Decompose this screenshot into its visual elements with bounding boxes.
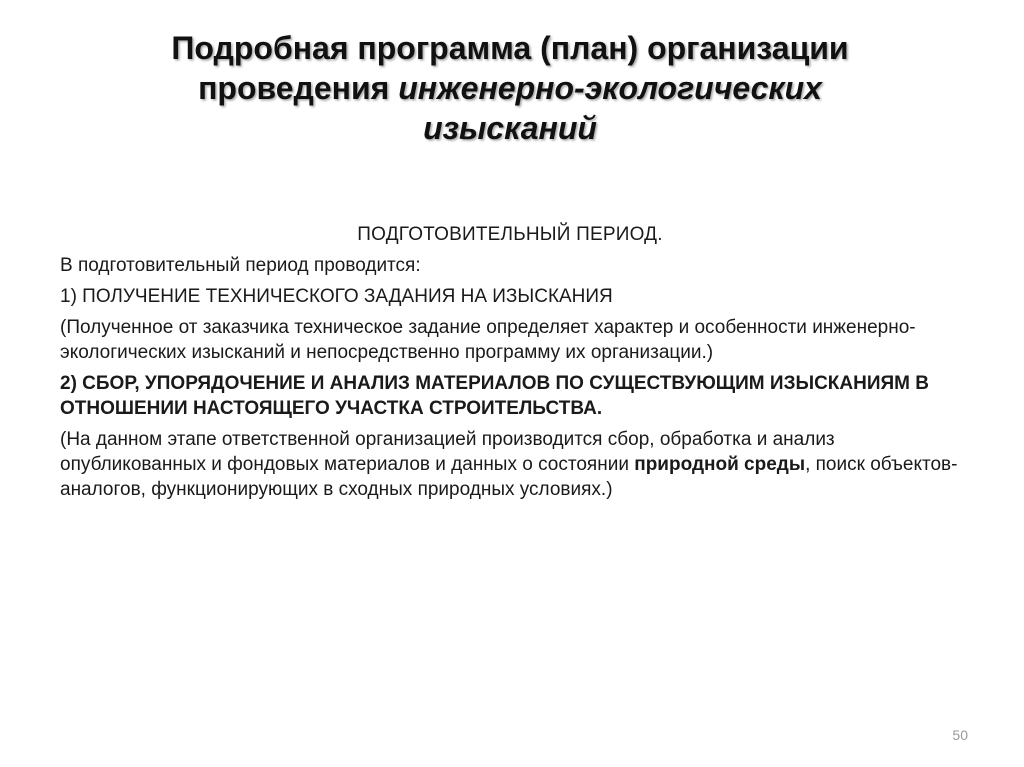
intro-text: В подготовительный период проводится: <box>60 255 421 276</box>
item-2-text-part-1: (На данном этапе ответственной организацией производится сбор, обработка и анализ опубликованных и фондовых материалов и данных о состоянии <box>60 429 835 475</box>
title-line-2 <box>60 68 960 108</box>
title-line-2-regular: проведения <box>198 70 399 106</box>
item-2-heading: 2) СБОР, УПОРЯДОЧЕНИЕ И АНАЛИЗ МАТЕРИАЛОВ ПО СУЩЕСТВУЮЩИМ ИЗЫСКАНИЯМ В ОТНОШЕНИИ НАСТОЯЩЕГО УЧАСТКА СТРОИТЕЛЬСТВА. <box>60 373 929 419</box>
item-1-text: (Полученное от заказчика техническое задание определяет характер и особенности инженерно-экологических изысканий и непосредственно программу их организации.) <box>60 317 916 363</box>
item-2-text-bold: природной среды <box>634 454 806 475</box>
slide-body <box>60 222 960 508</box>
page-number: 50 <box>952 727 968 743</box>
title-line-3: изысканий <box>423 110 597 146</box>
item-1-heading: 1) ПОЛУЧЕНИЕ ТЕХНИЧЕСКОГО ЗАДАНИЯ НА ИЗЫСКАНИЯ <box>60 286 613 307</box>
period-heading: ПОДГОТОВИТЕЛЬНЫЙ ПЕРИОД. <box>357 224 663 245</box>
slide-title <box>60 28 960 148</box>
item-2-text-part-2: , поиск объектов-аналогов, функционирующих в сходных природных условиях.) <box>60 454 958 500</box>
title-line-2-italic: инженерно-экологических <box>398 70 822 106</box>
item-2-text <box>60 427 960 502</box>
title-line-1: Подробная программа (план) организации <box>171 30 849 66</box>
